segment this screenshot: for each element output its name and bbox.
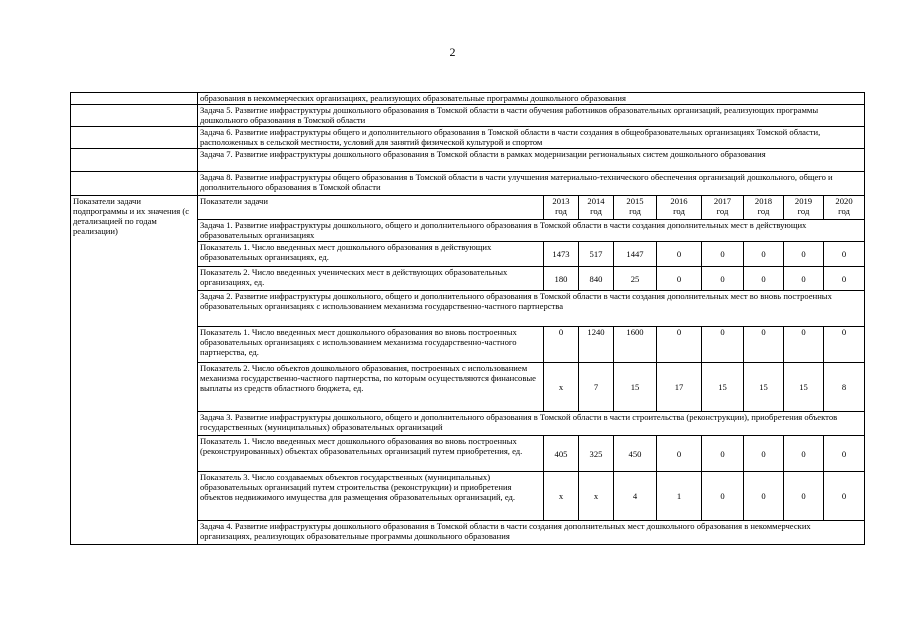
year-header: 2013 год [544,196,579,220]
indicator-value: 0 [657,242,702,267]
indicator-value: 0 [824,436,865,472]
task-row-text: Задача 8. Развитие инфраструктуры общего образования в Томской области в части улучшения материально-технического обеспечения организаций дошкольного, общего и дополнительного образования в Томской области [198,172,865,196]
indicator-value: 0 [744,472,784,521]
indicator-value: 0 [824,327,865,363]
indicator-value: 180 [544,267,579,291]
year-header: 2018 год [744,196,784,220]
indicator-value: 0 [744,327,784,363]
table-row [71,93,865,105]
indicator-value: 0 [702,327,744,363]
left-empty-cell [71,105,198,127]
indicator-value: 15 [614,363,657,412]
indicator-value: 1240 [579,327,614,363]
program-indicators-table [70,92,865,545]
indicator-value: x [544,472,579,521]
year-header: 2015 год [614,196,657,220]
indicator-value: 0 [824,242,865,267]
year-header: 2020 год [824,196,865,220]
indicator-label: Показатель 2. Число введенных ученических мест в действующих образовательных организациях, ед. [198,267,544,291]
left-empty-cell [71,172,198,196]
indicator-value: 325 [579,436,614,472]
indicator-value: 0 [824,472,865,521]
indicator-value: 8 [824,363,865,412]
indicator-value: x [544,363,579,412]
table-header-row [71,196,865,220]
indicator-value: 0 [784,472,824,521]
indicator-value: 0 [744,436,784,472]
indicator-value: 0 [744,242,784,267]
indicator-label: Показатель 3. Число создаваемых объектов государственных (муниципальных) образовательных организаций путем строительства (реконструкции) и приобретения объектов недвижимого имущества для размещения образовательных организаций, ед. [198,472,544,521]
indicator-value: 0 [824,267,865,291]
indicator-value: 7 [579,363,614,412]
left-empty-cell [71,93,198,105]
indicators-section-label: Показатели задачи подпрограммы и их значения (с детализацией по годам реализации) [71,196,198,545]
indicator-value: 405 [544,436,579,472]
indicator-value: 0 [784,436,824,472]
indicator-value: 0 [657,327,702,363]
indicator-value: x [579,472,614,521]
indicator-value: 0 [544,327,579,363]
indicator-value: 840 [579,267,614,291]
indicator-value: 0 [784,242,824,267]
indicators-header: Показатели задачи [198,196,544,220]
indicator-value: 0 [744,267,784,291]
indicator-value: 0 [657,436,702,472]
table-row [71,105,865,127]
task-title: Задача 2. Развитие инфраструктуры дошкольного, общего и дополнительного образования в Томской области в части создания дополнительных мест во вновь построенных образовательных организациях с использованием механизма государственно-частного партнерства [198,291,865,327]
indicator-label: Показатель 2. Число объектов дошкольного образования, построенных с использованием механизма государственно-частного партнерства, по которым осуществляются финансовые выплаты из средств областного бюджета, ед. [198,363,544,412]
indicator-value: 15 [784,363,824,412]
indicator-value: 17 [657,363,702,412]
indicator-value: 0 [702,472,744,521]
year-header: 2017 год [702,196,744,220]
year-header: 2016 год [657,196,702,220]
indicator-value: 0 [784,267,824,291]
task-row-text: Задача 5. Развитие инфраструктуры дошкольного образования в Томской области в части обучения работников образовательных организаций, реализующих программы дошкольного образования в Томской области [198,105,865,127]
task-title: Задача 4. Развитие инфраструктуры дошкольного образования в Томской области в части создания дополнительных мест дошкольного образования в некоммерческих организациях, реализующих образовательные программы дошкольного образования [198,521,865,545]
task-row-text: Задача 7. Развитие инфраструктуры дошкольного образования в Томской области в рамках модернизации региональных систем дошкольного образования [198,149,865,172]
indicator-value: 1473 [544,242,579,267]
left-empty-cell [71,127,198,149]
indicator-value: 1 [657,472,702,521]
indicator-value: 0 [702,267,744,291]
table-row [71,172,865,196]
indicator-value: 1447 [614,242,657,267]
indicator-label: Показатель 1. Число введенных мест дошкольного образования в действующих образовательных организациях, ед. [198,242,544,267]
left-empty-cell [71,149,198,172]
indicator-value: 1600 [614,327,657,363]
indicator-value: 15 [744,363,784,412]
indicator-value: 0 [702,242,744,267]
page-number: 2 [449,45,456,59]
task-row-text: образования в некоммерческих организациях, реализующих образовательные программы дошкольного образования [198,93,865,105]
task-title: Задача 1. Развитие инфраструктуры дошкольного, общего и дополнительного образования в Томской области в части создания дополнительных мест в действующих образовательных организациях [198,220,865,242]
year-header: 2019 год [784,196,824,220]
indicator-value: 15 [702,363,744,412]
table-row [71,127,865,149]
indicator-label: Показатель 1. Число введенных мест дошкольного образования во вновь построенных образовательных организациях с использованием механизма государственно-частного партнерства, ед. [198,327,544,363]
indicator-value: 450 [614,436,657,472]
year-header: 2014 год [579,196,614,220]
indicator-value: 0 [702,436,744,472]
indicator-value: 0 [784,327,824,363]
table-row [71,149,865,172]
indicator-value: 4 [614,472,657,521]
indicator-value: 0 [657,267,702,291]
task-row-text: Задача 6. Развитие инфраструктуры общего и дополнительного образования в Томской области в части создания в общеобразовательных организациях Томской области, расположенных в сельской местности, условий для занятий физической культурой и спортом [198,127,865,149]
indicator-value: 517 [579,242,614,267]
indicator-label: Показатель 1. Число введенных мест дошкольного образования во вновь построенных (реконструированных) объектах образовательных организаций путем приобретения, ед. [198,436,544,472]
task-title: Задача 3. Развитие инфраструктуры дошкольного, общего и дополнительного образования в Томской области в части строительства (реконструкции), приобретения объектов государственных (муниципальных) образовательных организаций [198,412,865,436]
indicator-value: 25 [614,267,657,291]
